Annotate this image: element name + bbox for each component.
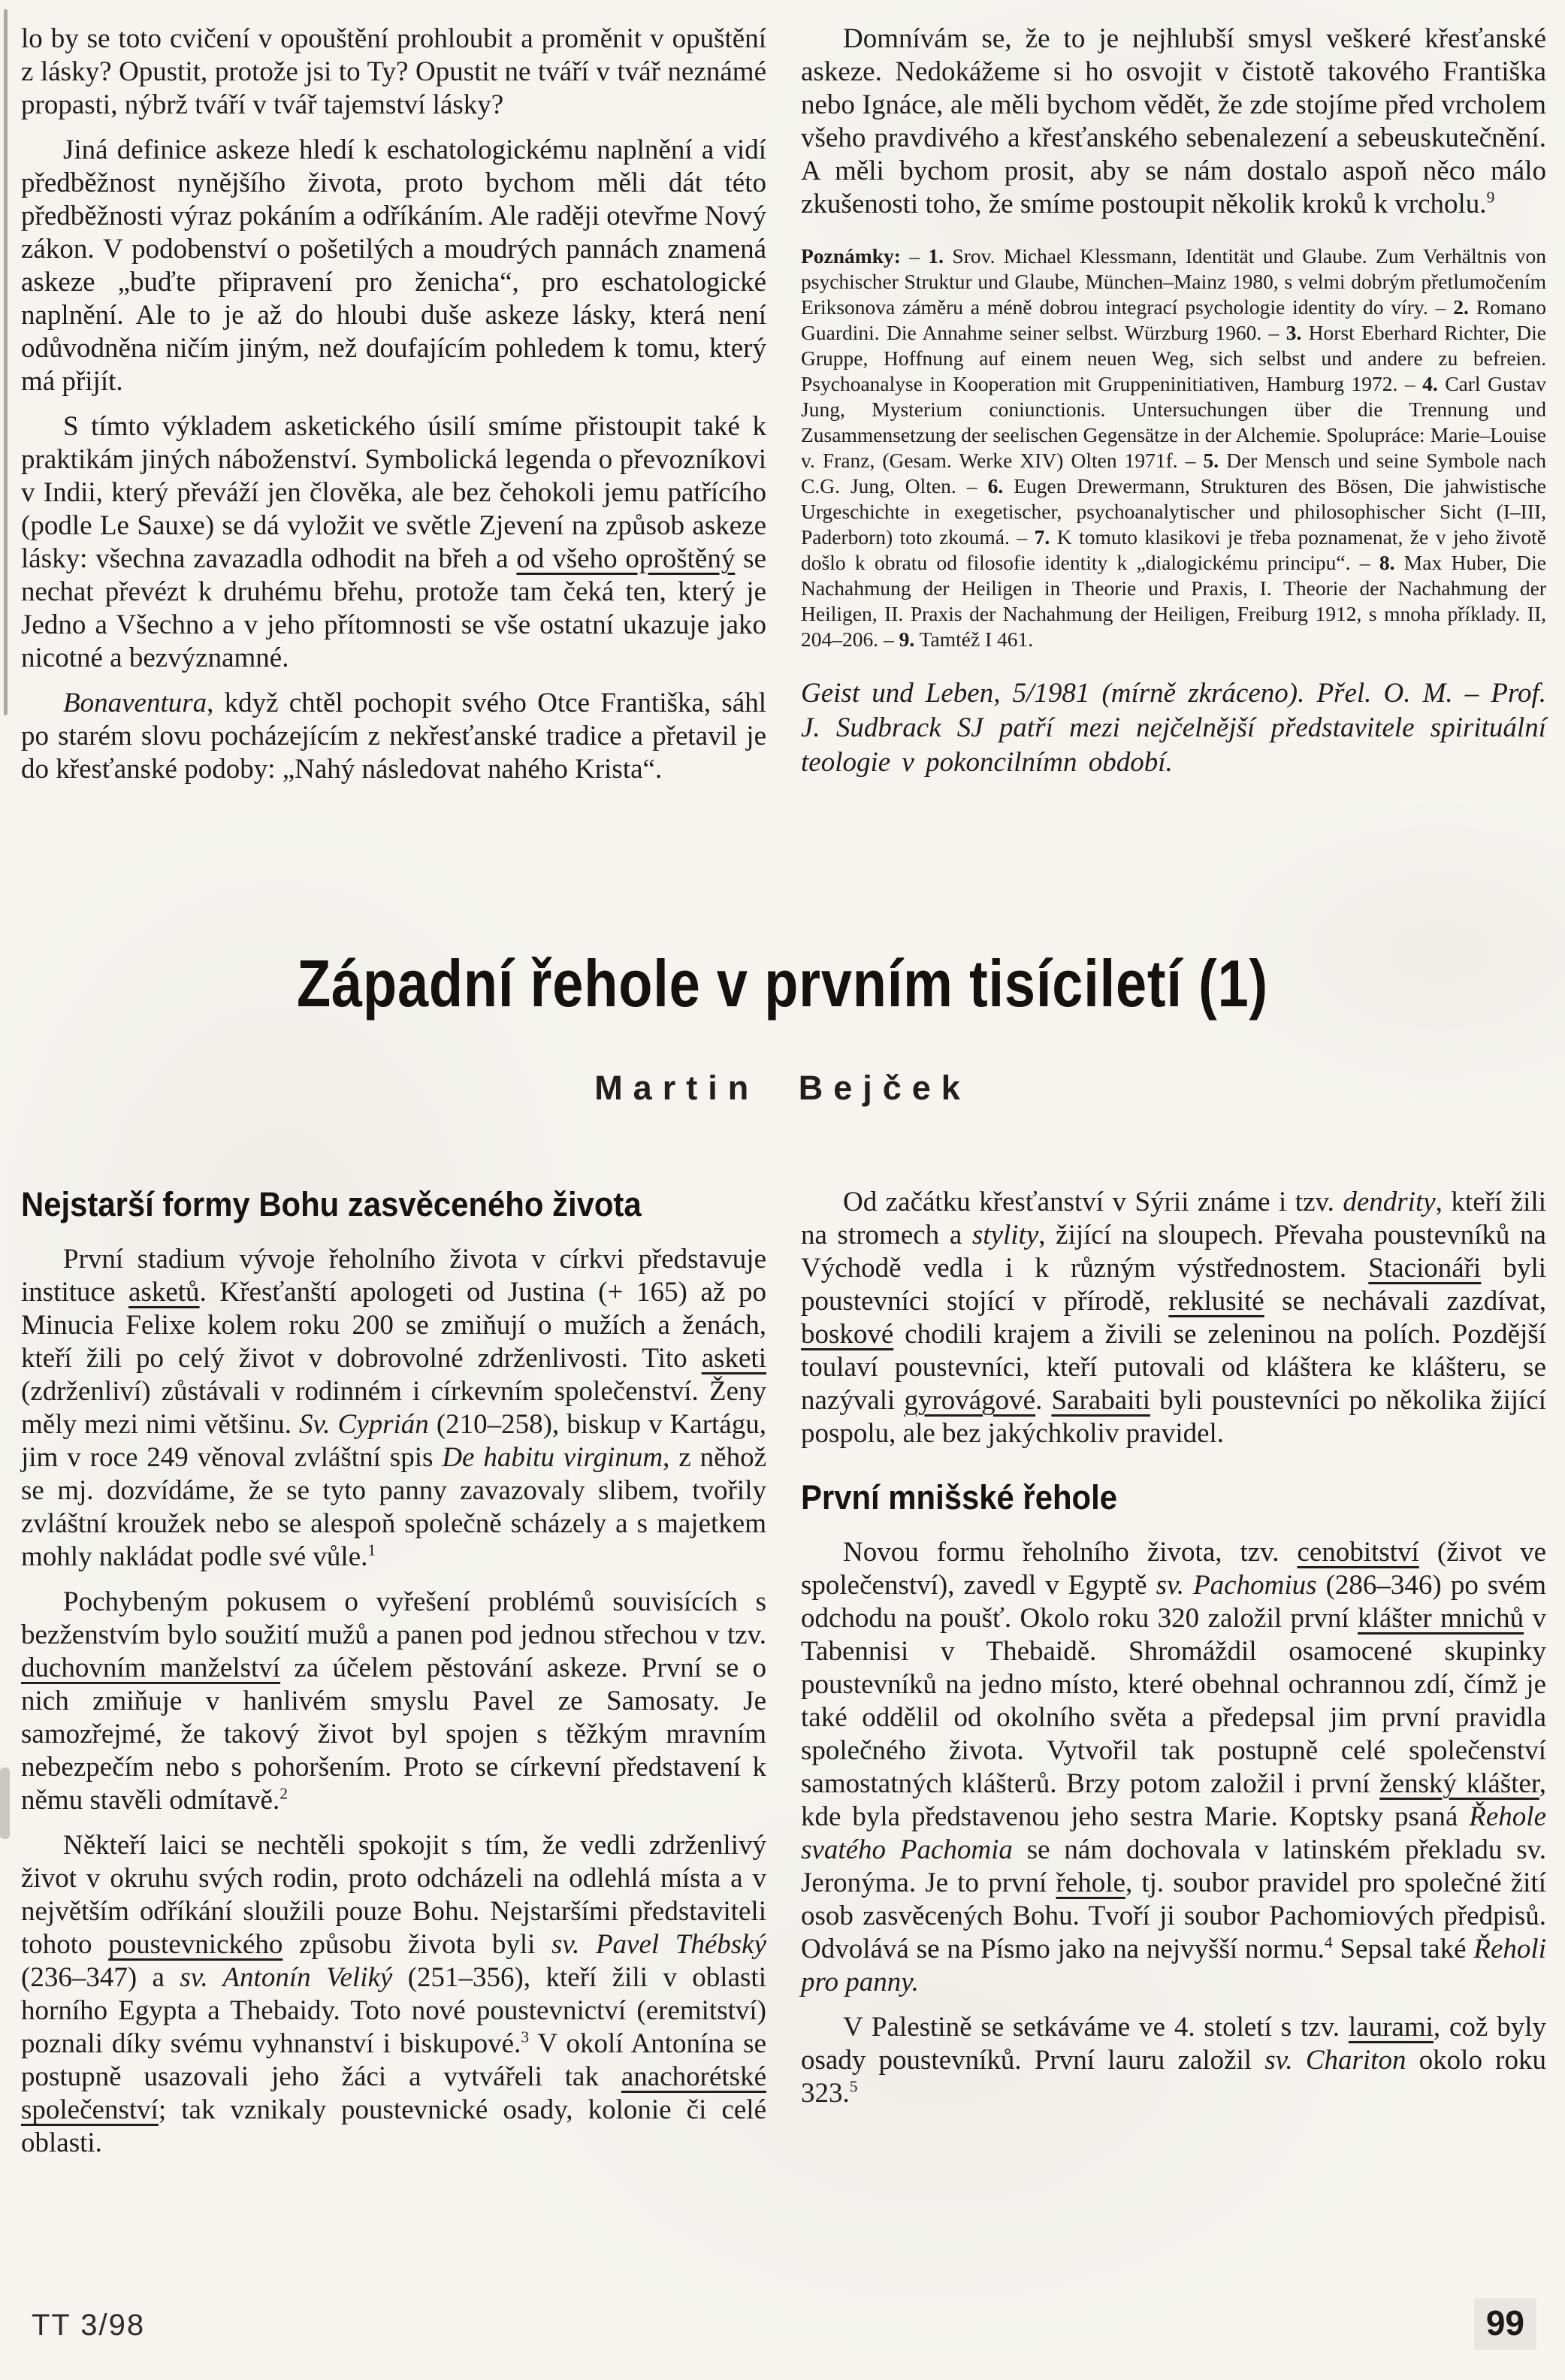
paragraph: S tímto výkladem asketického úsilí smíme přistoupit také k praktikám jiných náboženství. Symbolická legenda o převozníkovi v Indii, který převáží jen člověka, ale bez čehokoli jemu patřícího (podle Le Sauxe) se dá vyložit ve světle Zjevení na způsob askeze lásky: všechna zavazadla odhodit na břeh a od všeho oproštěný se nechat převézt k druhému břehu, protože tam čeká ten, který je Jedno a Všechno a v jeho přítomnosti se vše ostatní ukazuje jako nicotné a bezvýznamné. [21,411,767,673]
prev-article-right-column [801,23,1546,780]
footer-issue-label: TT 3/98 [32,2309,146,2342]
paragraph: Jiná definice askeze hledí k eschatologickému naplnění a vidí předběžnost nynějšího života, proto bychom měli dát této předběžnosti výraz pokáním a odříkáním. Ale raději otevřme Nový zákon. V podobenství o pošetilých a moudrých pannách znamená askeze „buďte připravení pro ženicha“, pro eschatologické naplnění. Ale to je až do hloubi duše askeze lásky, která není odůvodněna ničím jiným, než doufajícím pohledem k tomu, který má přijít. [21,135,766,397]
article-author: Martin Bejček [594,1069,971,1107]
paragraph: V Palestině se setkáváme ve 4. století s tzv. laurami, což byly osady poustevníků. První lauru založil sv. Chariton okolo roku 323.$^5$ [801,2012,1546,2109]
paragraph: lo by se toto cvičení v opouštění prohloubit a proměnit v opuštění z lásky? Opustit, protože jsi to Ty? Opustit ne tváří v tvář neznámé propasti, nýbrž tváří v tvář tajemství lásky? [21,23,766,120]
paragraph: Bonaventura, když chtěl pochopit svého Otce Františka, sáhl po starém slovu pocházejícím z nekřesťanské tradice a přetavil je do křesťanské podoby: „Nahý následovat nahého Krista“. [21,688,766,785]
footnotes-block: Poznámky: – 1. Srov. Michael Klessmann, Identität und Glaube. Zum Verhältnis von psychischer Struktur und Glaube, München–Mainz 1980, s velmi dobrým přetlumočením Eriksonova záměru a méně dobrou integrací psychologie identity do víry. – 2. Romano Guardini. Die Annahme seiner selbst. Würzburg 1960. – 3. Horst Eberhard Richter, Die Gruppe, Hoffnung auf einem neuen Weg, sich selbst und andere zu befreien. Psychoanalyse in Kooperation mit Gruppeninitiativen, Hamburg 1972. – 4. Carl Gustav Jung, Mysterium coniunctionis. Untersuchungen über die Trennung und Zusammensetzung der seelischen Gegensätze in der Alchemie. Spolupráce: Marie–Louise v. Franz, (Gesam. Werke XIV) Olten 1971f. – 5. Der Mensch und seine Symbole nach C.G. Jung, Olten. – 6. Eugen Drewermann, Strukturen des Bösen, Die jahwistische Urgeschichte in exegetischer, psychoanalytischer und philosophischer Sicht (I–III, Paderborn) toto zkoumá. – 7. K tomuto klasikovi je třeba poznamenat, že v jeho životě došlo k obratu od filosofie identity k „dialogickému principu“. – 8. Max Huber, Die Nachahmung der Heiligen in Theorie und Praxis, I. Theorie der Nachahmung der Heiligen, II. Praxis der Nachahmung der Heiligen, Freiburg 1912, s mnoha příklady. II, 204–206. – 9. Tamtéž I 461. [801,244,1546,651]
paragraph: První stadium vývoje řeholního života v církvi představuje instituce asketů. Křesťanští apologeti od Justina (+ 165) až po Minucia Felixe kolem roku 200 se zmiňují o mužích a ženách, kteří žili po celý život v dobrovolné zdrženlivosti. Tito asketi (zdrženliví) zůstávali v rodinném i církevním společenství. Ženy měly mezi nimi většinu. Sv. Cyprián (210–258), biskup v Kartágu, jim v roce 249 věnoval zvláštní spis De habitu virginum, z něhož se mj. dozvídáme, že se tyto panny zavazovaly slibem, tvořily zvláštní kroužek nebo se alespoň společně scházely a s majetkem mohly nakládat podle své vůle.$^1$ [21,1244,766,1573]
article-title: Západní řehole v prvním tisíciletí (1) [297,946,1268,1021]
section-heading: První mnišské řehole [801,1478,1118,1517]
footer-page-number: 99 [1474,2298,1536,2350]
section-heading: Nejstarší formy Bohu zasvěceného života [21,1185,642,1223]
scan-smudge-artifact [0,1768,10,1839]
scan-edge-artifact [4,9,8,715]
article-right-column [801,1186,1546,2110]
paragraph: Od začátku křesťanství v Sýrii známe i tzv. dendrity, kteří žili na stromech a stylity, žijící na sloupech. Převaha poustevníků na Východě vedla i k různým výstřednostem. Stacionáři byli poustevníci stojící v přírodě, reklusité se nechávali zazdívat, boskové chodili krajem a živili se zeleninou na polích. Pozdější toulaví poustevníci, kteří putovali od kláštera ke klášteru, se nazývali gyrovágové. Sarabaiti byli poustevníci po několika žijící pospolu, ale bez jakýchkoliv pravidel. [801,1187,1547,1449]
source-attribution: Geist und Leben, 5/1981 (mírně zkráceno). Přel. O. M. – Prof. J. Sudbrack SJ patří mezi nejčelnější představitele spirituální teologie v pokoncilnímn období. [801,678,1546,778]
article-header [0,945,1565,1108]
paragraph: Domnívám se, že to je nejhlubší smysl veškeré křesťanské askeze. Nedokážeme si ho osvojit v čistotě takového Františka nebo Ignáce, ale měli bychom vědět, že zde stojíme před vrcholem všeho pravdivého a křesťanského sebenalezení a sebeuskutečnění. A měli bychom prosit, aby se nám dostalo aspoň něco málo zkušenosti toho, že smíme postoupit několik kroků k vrcholu.$^9$ [801,23,1546,219]
paragraph: Novou formu řeholního života, tzv. cenobitství (život ve společenství), zavedl v Egyptě sv. Pachomius (286–346) po svém odchodu na poušť. Okolo roku 320 založil první klášter mnichů v Tabennisi v Thebaidě. Shromáždil osamocené skupinky poustevníků na jedno místo, které obehnal ochrannou zdí, čímž je také oddělil od okolního světa a předepsal jim první pravidla společného života. Vytvořil tak postupně celé společenství samostatných klášterů. Brzy potom založil i první ženský klášter, kde byla představenou jeho sestra Marie. Koptsky psaná Řehole svatého Pachomia se nám dochovala v latinském překladu sv. Jeronýma. Je to první řehole, tj. soubor pravidel pro společné žití osob zasvěcených Bohu. Tvoří ji soubor Pachomiových předpisů. Odvolává se na Písmo jako na nejvyšší normu.$^4$ Sepsal také Řeholi pro panny. [801,1537,1547,1998]
paragraph: Někteří laici se nechtěli spokojit s tím, že vedli zdrženlivý život v okruhu svých rodin, proto odcházeli na odlehlá místa a v největším odříkání sloužili pouze Bohu. Nejstaršími představiteli tohoto poustevnického způsobu života byli sv. Pavel Thébský (236–347) a sv. Antonín Veliký (251–356), kteří žili v oblasti horního Egypta a Thebaidy. Toto nové poustevnictví (eremitství) poznali díky svému vyhnanství i biskupové.$^3$ V okolí Antonína se postupně usazovali jeho žáci a vytvářeli tak anachorétské společenství; tak vznikaly poustevnické osady, kolonie či celé oblasti. [21,1830,767,2159]
prev-article-left-column [21,23,766,786]
article-left-column [21,1186,766,2160]
paragraph: Pochybeným pokusem o vyřešení problémů souvisících s bezženstvím bylo soužití mužů a panen pod jednou střechou v tzv. duchovním manželství za účelem pěstování askeze. První se o nich zmiňuje v hanlivém smyslu Pavel ze Samosaty. Je samozřejmé, že takový život byl spojen s těžkým mravním nebezpečím nebo s pohoršením. Proto se církevní představení k němu stavěli odmítavě.$^2$ [21,1586,766,1816]
